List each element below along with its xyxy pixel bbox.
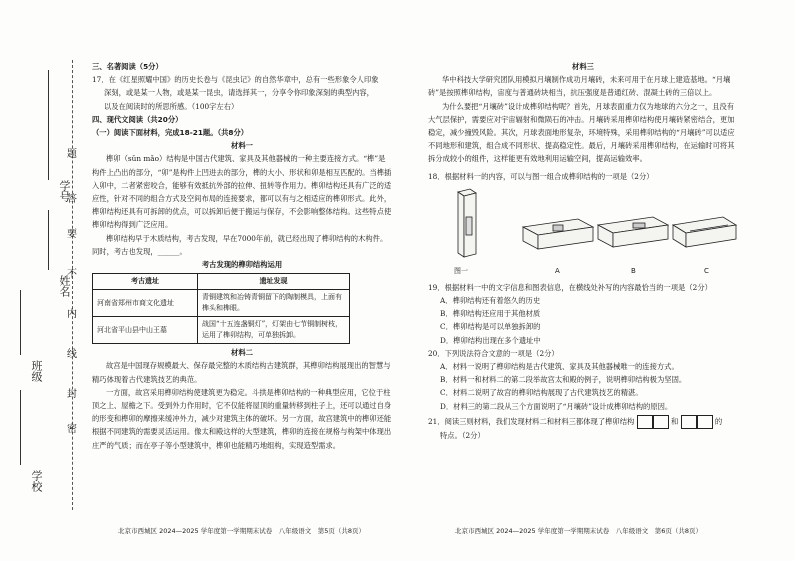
seal-word: 线 xyxy=(67,349,77,360)
answer-box[interactable] xyxy=(681,415,697,429)
option-a-mortise xyxy=(523,219,593,249)
material-title: 材料三 xyxy=(572,62,594,71)
table-row xyxy=(93,317,350,344)
option[interactable]: B．榫卯结构还应用于其他材质 xyxy=(440,309,541,319)
seal-line xyxy=(72,60,73,510)
option[interactable]: D．榫卯结构出现在多个遗址中 xyxy=(440,335,541,345)
table-header-row xyxy=(93,274,350,290)
table-cell: 战国“十五连盏铜灯”，灯架由七节铜制树枝，运用了榫卯结构，可单独拆卸。 xyxy=(198,317,350,344)
option[interactable]: C．榫卯结构是可以单独拆卸的 xyxy=(440,322,541,332)
option[interactable]: D．材料三的第二段从三个方面说明了“月壤砖”设计成榫卯结构的原因。 xyxy=(440,401,673,411)
table-row xyxy=(93,290,350,317)
table-caption: 考古发现的榫卯结构运用 xyxy=(201,260,283,270)
material-title: 材料二 xyxy=(231,348,253,358)
table-cell: 河北省平山县中山王墓 xyxy=(93,317,198,344)
section-title: 四、现代文阅读（共20分） xyxy=(92,114,183,124)
figure-label: C xyxy=(704,266,709,275)
question-17-line: 17．在《红星照耀中国》的历史长卷与《昆虫记》的自然华章中，总有一些形象令人印象 xyxy=(92,75,379,85)
question-21-text: 21．阅读三则材料，我们发现材料二和材料三都体现了榫卯结构 xyxy=(428,416,635,426)
name-label: 姓名 xyxy=(58,275,71,297)
tenon-figures xyxy=(428,187,738,267)
section-title: 三、名著阅读（5分） xyxy=(92,62,163,71)
question-21-points: 特点。（2分） xyxy=(440,430,485,440)
option[interactable]: A．榫卯结构还有着悠久的历史 xyxy=(440,296,541,306)
question-21-text: 的 xyxy=(714,416,723,426)
fill-line[interactable] xyxy=(20,390,21,465)
conjunction: 和 xyxy=(670,416,679,426)
question-18: 18．根据材料一的内容，可以与图一组合成榫卯结构的一项是（2分） xyxy=(428,171,654,181)
page-footer: 北京市西城区 2024—2025 学年度第一学期期末试卷 八年级语文 第6页（共8页） xyxy=(455,527,702,535)
material-paragraph: 一方面，故宫采用榫卯结构使建筑更为稳定。斗拱是榫卯结构的一种典型应用，它位于柱顶之上、屋檐之下。受到外力作用时，它不仅能将屋顶的重量转移到柱子上，还可以通过自身的形变和榫卯的摩擦来缓冲外力，减少对建筑主体的破坏。另一方面，故宫建筑中的榫卯还能根据不同建筑的需要灵活运用。像太和殿这样的大型建筑，榫卯的连接在规格与构架中体现出庄严的气质；而在亭子等小型建筑中，榫卯也能精巧地组构，实现造型需求。 xyxy=(92,387,392,450)
material-paragraph: 故宫是中国现存规模最大、保存最完整的木质结构古建筑群，其榫卯结构展现出的智慧与精巧体现着古代建筑技艺的典范。 xyxy=(92,361,391,384)
seal-word: 密 xyxy=(67,424,77,435)
seal-word: 要 xyxy=(67,229,77,240)
left-column xyxy=(92,60,392,452)
answer-box[interactable] xyxy=(697,415,713,429)
question-19: 19．根据材料一中的文字信息和图表信息，在横线处补写的内容最恰当的一项是（2分） xyxy=(428,282,712,292)
archaeology-table xyxy=(92,273,350,344)
question-20: 20．下列说法符合文意的一项是（2分） xyxy=(428,348,559,358)
material-paragraph: 华中科技大学研究团队用模拟月壤制作成功月壤砖，未来可用于在月球上建造基地。“月壤砖”是按照榫卯结构，宙度与普通砖块相当，抗压强度是普通红砖、混凝土砖的三倍以上。 xyxy=(428,75,731,98)
answer-box[interactable] xyxy=(653,415,669,429)
option[interactable]: B．材料一和材料二的第二段举故宫太和殿的例子，说明榫卯结构极为坚固。 xyxy=(440,375,687,385)
fill-line[interactable] xyxy=(48,210,49,270)
binding-margin xyxy=(0,0,78,561)
seal-word: 不 xyxy=(67,269,77,280)
seal-word: 内 xyxy=(67,309,77,320)
class-label: 班级 xyxy=(30,360,43,382)
right-column xyxy=(428,60,738,442)
figure-label: 图一 xyxy=(454,266,468,275)
table-header: 遗址发现 xyxy=(198,274,350,290)
figure-label: B xyxy=(631,266,636,275)
question-17-line: 以及在阅读时的所思所感。（100字左右） xyxy=(104,101,239,111)
seal-word: 封 xyxy=(67,389,77,400)
seal-word: 答 xyxy=(67,194,77,205)
school-label: 学校 xyxy=(30,470,43,492)
material-paragraph: 榫卯（sǔn mǎo）结构是中国古代建筑、家具及其他器械的一种主要连接方式。“榫”是构件上凸出的部分，“卯”是构件上凹进去的部分，榫的大小、形状和卯是相互匹配的。当榫插入卯中，二者紧密咬合，能够有效抵抗外部的拉伸、扭转等作用力。榫卯结构还具有广泛的适应性，针对不同的组合方式及空间布局的连接要求，都可以有与之相适应的榫卯形式。此外，榫卯结构还具有可拆卸的优点，可以拆卸后便于搬运与保存，不会影响整体结构。这些特点使榫卯结构得到广泛应用。 xyxy=(92,154,392,230)
answer-box[interactable] xyxy=(637,415,653,429)
material-paragraph: 榫卯结构早于木质结构，考古发现，早在7000年前，就已经出现了榫卯结构的木构件。同时，考古也发现，______。 xyxy=(92,233,388,256)
fill-line[interactable] xyxy=(48,70,49,180)
seal-word: 题 xyxy=(67,149,77,160)
figure-label: A xyxy=(555,266,560,275)
material-title: 材料一 xyxy=(231,141,253,151)
table-cell: 河南省郑州市商文化遗址 xyxy=(93,290,198,317)
figure-row xyxy=(428,187,738,277)
option[interactable]: A．材料一说明了榫卯结构是古代建筑、家具及其他器械唯一的连接方式。 xyxy=(440,362,679,372)
student-id-label: 学号 xyxy=(58,180,71,202)
figure-1-tenon xyxy=(458,189,476,257)
part-title: （一）阅读下面材料，完成18-21题。（共8分） xyxy=(92,128,249,138)
fill-line[interactable] xyxy=(20,290,21,355)
question-17-line: 深刻，或是某一人物，或是某一昆虫，请选择其一，分享令你印象深刻的典型内容， xyxy=(104,88,374,98)
material-paragraph: 为什么要把“月壤砖”设计成榫卯结构呢？首先，月球表面重力仅为地球的六分之一，且没有大气层保护，需要应对宇宙辐射和微陨石的冲击。月壤砖采用榫卯结构使月壤砖紧密结合，更加稳定，减少撞毁风险。其次，月球表面地形复杂，环境特殊，采用榫卯结构的“月壤砖”可以适应不同地形和建筑，组合成不同形状、提高稳定性。最后，月壤砖采用榫卯结构，在运输时可将其拆分成较小的组件，这样能更有效地利用运输空间，提高运输效率。 xyxy=(428,101,735,164)
question-21 xyxy=(428,415,738,429)
option-c-mortise xyxy=(673,217,736,247)
option[interactable]: C．材料二说明了故宫的榫卯结构展现了古代建筑技艺的精湛。 xyxy=(440,388,643,398)
table-header: 考古遗址 xyxy=(93,274,198,290)
option-b-mortise xyxy=(598,217,668,247)
table-cell: 青铜建筑和冶铸青铜留下的陶制模具，上面有榫头和榫眼。 xyxy=(198,290,350,317)
page-footer: 北京市西城区 2024—2025 学年度第一学期期末试卷 八年级语文 第5页（共8页） xyxy=(118,527,365,535)
